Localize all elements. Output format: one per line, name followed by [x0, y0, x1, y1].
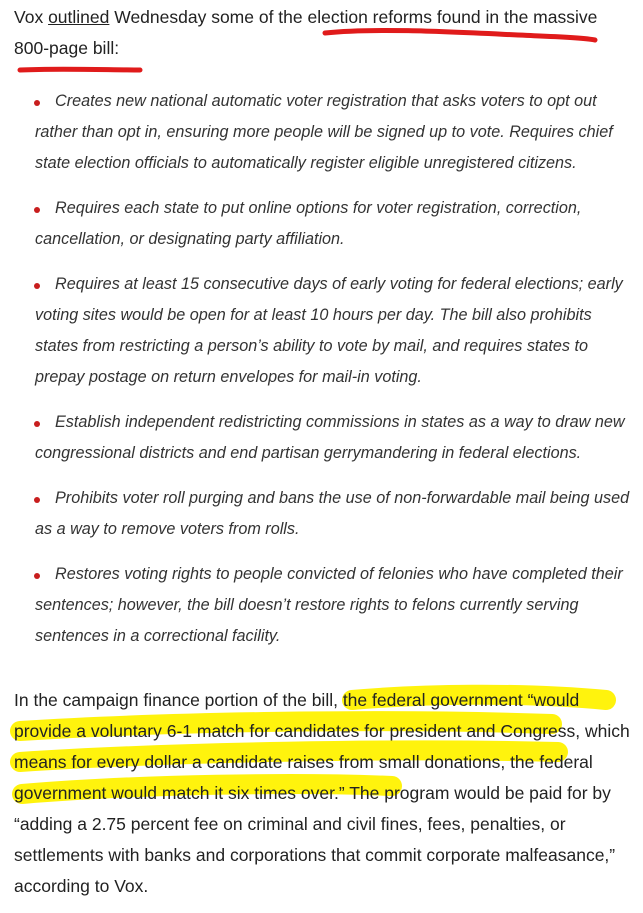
list-item: [14, 269, 634, 393]
bullet-dot-icon: [34, 573, 40, 579]
bullet-text: Establish independent redistricting commissions in states as a way to draw new congressional districts and end partisan gerrymandering in federal elections.: [35, 413, 625, 462]
list-item: [14, 407, 634, 469]
bullet-text: Restores voting rights to people convicted of felonies who have completed their sentences; however, the bill doesn’t restore rights to felons currently serving sentences in a correctional facility.: [35, 565, 623, 645]
bullet-text: Creates new national automatic voter registration that asks voters to opt out rather than opt in, ensuring more people will be signed up to vote. Requires chief state election officials to automatically register eligible unregistered citizens.: [35, 92, 613, 172]
bullet-text: Requires each state to put online options for voter registration, correction, cancellation, or designating party affiliation.: [35, 199, 582, 248]
campaign-finance-paragraph: In the campaign finance portion of the bill, the federal government “would provide a voluntary 6-1 match for candidates for president and Congress, which means for every dollar a candidate raises from small donations, the federal government would match it six times over.” The program would be paid for by “adding a 2.75 percent fee on criminal and civil fines, fees, penalties, or settlements with banks and corporations that commit corporate malfeasance,” according to Vox.: [14, 690, 630, 896]
reform-bullet-list: [14, 86, 634, 666]
bullet-dot-icon: [34, 283, 40, 289]
intro-after-link: Wednesday some of the election reforms found in the massive 800-page bill:: [14, 7, 598, 58]
bullet-text: Requires at least 15 consecutive days of early voting for federal elections; early voting sites would be open for at least 10 hours per day. The bill also prohibits states from restricting a person’s ability to vote by mail, and requires states to prepay postage on return envelopes for mail-in voting.: [35, 275, 623, 386]
red-underline-stroke-2: [20, 69, 140, 70]
bullet-dot-icon: [34, 421, 40, 427]
bullet-dot-icon: [34, 497, 40, 503]
list-item: [14, 559, 634, 652]
bullet-text: Prohibits voter roll purging and bans the use of non-forwardable mail being used as a way to remove voters from rolls.: [35, 489, 630, 538]
intro-paragraph: [14, 2, 634, 64]
outlined-link[interactable]: outlined: [48, 7, 110, 27]
list-item: [14, 483, 634, 545]
intro-before-link: Vox: [14, 7, 49, 27]
list-item: [14, 86, 634, 179]
bullet-dot-icon: [34, 207, 40, 213]
bullet-dot-icon: [34, 100, 40, 106]
list-item: [14, 193, 634, 255]
